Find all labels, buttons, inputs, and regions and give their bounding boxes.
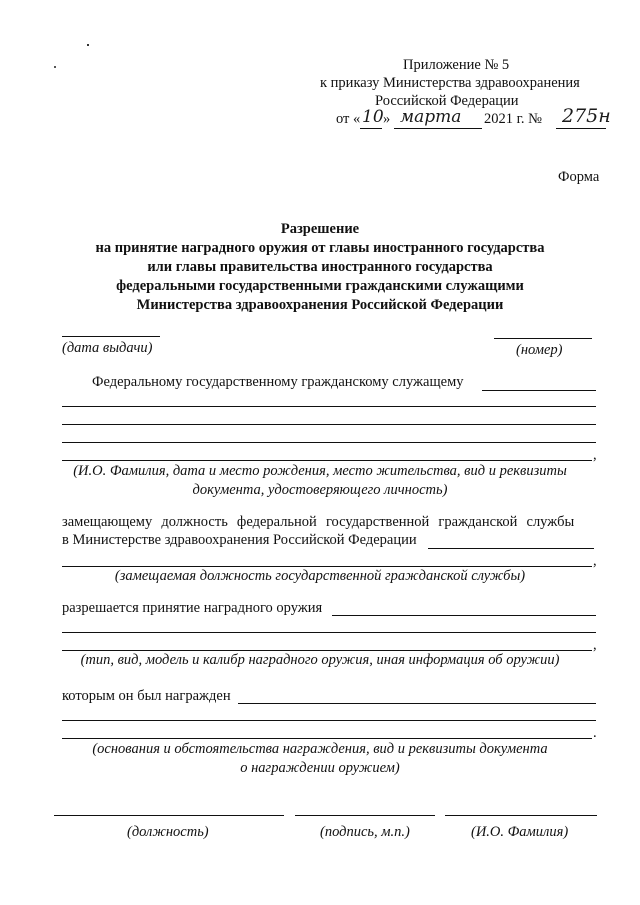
weapon-caption: (тип, вид, модель и калибр наградного оружия, иная информация об оружии) [80, 652, 560, 668]
award-caption [40, 740, 600, 778]
position-line-2: в Министерстве здравоохранения Российской Федерации [62, 532, 417, 548]
form-label: Форма [558, 169, 600, 185]
award-field-inline[interactable] [238, 703, 596, 704]
recipient-caption-line-1: (И.О. Фамилия, дата и место рождения, место жительства, вид и реквизиты [73, 463, 567, 479]
order-number-underline [556, 128, 606, 129]
position-field-line[interactable] [62, 566, 592, 567]
position-caption: (замещаемая должность государственной гражданской службы) [114, 568, 526, 584]
order-reference: к приказу Министерства здравоохранения [320, 75, 580, 91]
award-period: . [593, 725, 597, 741]
signature-sign-caption: (подпись, м.п.) [320, 824, 410, 840]
issue-date-field[interactable] [62, 336, 160, 337]
weapon-field-inline[interactable] [332, 615, 596, 616]
position-field-inline[interactable] [428, 548, 594, 549]
scan-speck [54, 66, 56, 68]
title-line-3: или главы правительства иностранного государства [147, 259, 493, 275]
order-number: 275н [562, 105, 611, 127]
issue-number-field[interactable] [494, 338, 592, 339]
title-line-5: Министерства здравоохранения Российской Федерации [136, 297, 504, 313]
award-field-line-2[interactable] [62, 738, 592, 739]
weapon-field-line-2[interactable] [62, 650, 592, 651]
date-day-underline [360, 128, 382, 129]
position-comma: , [593, 553, 597, 569]
recipient-caption [40, 462, 600, 500]
signature-name-caption: (И.О. Фамилия) [471, 824, 569, 840]
signature-name-field[interactable] [445, 815, 597, 816]
signature-position-field[interactable] [54, 815, 284, 816]
recipient-field-line-3[interactable] [62, 442, 596, 443]
recipient-caption-line-2: документа, удостоверяющего личность) [192, 482, 448, 498]
recipient-comma: , [593, 447, 597, 463]
weapon-comma: , [593, 637, 597, 653]
issue-number-caption: (номер) [516, 342, 563, 358]
recipient-field-line-2[interactable] [62, 424, 596, 425]
recipient-field-line-4[interactable] [62, 460, 592, 461]
date-prefix: от « [336, 111, 361, 127]
title-line-2: на принятие наградного оружия от главы иностранного государства [95, 240, 545, 256]
award-caption-line-1: (основания и обстоятельства награждения, вид и реквизиты документа [92, 741, 548, 757]
award-label: которым он был награжден [62, 688, 231, 704]
signature-sign-field[interactable] [295, 815, 435, 816]
federation-label: Российской Федерации [375, 93, 519, 109]
appendix-label: Приложение № 5 [403, 57, 510, 73]
recipient-label: Федеральному государственному гражданскому служащему [92, 374, 464, 390]
title-line-4: федеральными государственными гражданскими служащими [116, 278, 524, 294]
date-day: 10 [362, 107, 384, 127]
date-month: марта [400, 107, 462, 127]
date-close-quote: » [383, 111, 391, 127]
recipient-field-inline[interactable] [482, 390, 596, 391]
order-date-row [336, 105, 611, 131]
position-line-1: замещающему должность федеральной государственной гражданской службы [62, 514, 575, 530]
recipient-field-line-1[interactable] [62, 406, 596, 407]
weapon-label: разрешается принятие наградного оружия [62, 600, 323, 616]
signature-position-caption: (должность) [127, 824, 209, 840]
document-title [0, 220, 640, 315]
date-year: 2021 г. № [484, 111, 543, 127]
date-month-underline [394, 128, 482, 129]
issue-date-caption: (дата выдачи) [62, 340, 153, 356]
weapon-field-line-1[interactable] [62, 632, 596, 633]
award-caption-line-2: о награждении оружием) [240, 760, 400, 776]
scan-speck [87, 44, 89, 46]
award-field-line-1[interactable] [62, 720, 596, 721]
title-line-1: Разрешение [280, 221, 360, 237]
